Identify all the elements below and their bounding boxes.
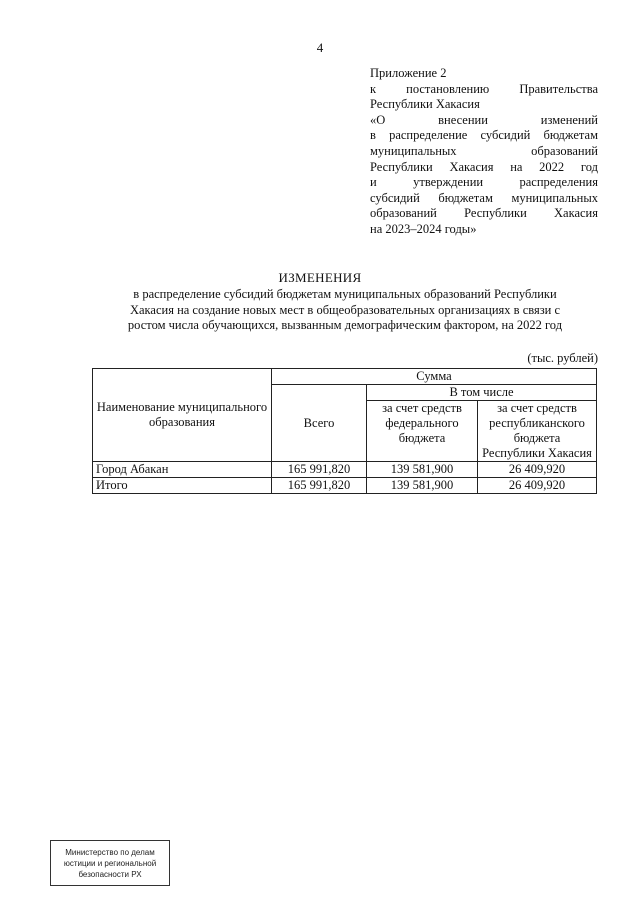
cell-name: Итого	[93, 478, 272, 494]
header-sum: Сумма	[272, 369, 597, 385]
appendix-line: образований Республики Хакасия	[370, 206, 598, 221]
appendix-line: муниципальных образований	[370, 143, 598, 158]
table-row	[93, 462, 597, 478]
appendix-line: Республики Хакасия на 2022 год	[370, 159, 598, 174]
appendix-line: и утверждении распределения	[370, 175, 598, 190]
header-federal: за счет средств федерального бюджета	[367, 401, 478, 462]
subtitle-line: в распределение субсидий бюджетам муниципальных образований Республики	[133, 287, 557, 301]
subtitle-line: ростом числа обучающихся, вызванным демографическим фактором, на 2022 год	[127, 318, 563, 332]
subsidy-table	[92, 368, 597, 494]
page-number: 4	[316, 40, 324, 55]
appendix-line: в распределение субсидий бюджетам	[370, 128, 598, 143]
header-republic: за счет средств республиканского бюджета Республики Хакасия	[478, 401, 597, 462]
units-label: (тыс. рублей)	[527, 351, 598, 365]
cell-total: 165 991,820	[272, 478, 367, 494]
cell-total: 165 991,820	[272, 462, 367, 478]
stamp-line: Министерство по делам	[65, 847, 155, 857]
appendix-line: субсидий бюджетам муниципальных	[370, 190, 598, 205]
cell-federal: 139 581,900	[367, 462, 478, 478]
registration-stamp	[50, 840, 170, 886]
stamp-line: юстиции и региональной	[63, 858, 157, 868]
stamp-line: безопасности РХ	[78, 869, 142, 879]
header-name: Наименование муниципального образования	[93, 369, 272, 462]
table-row	[93, 478, 597, 494]
appendix-block	[370, 66, 598, 238]
cell-federal: 139 581,900	[367, 478, 478, 494]
document-subtitle	[90, 287, 600, 334]
appendix-line: Республики Хакасия	[370, 97, 480, 112]
header-total: Всего	[272, 385, 367, 462]
appendix-line: на 2023–2024 годы»	[370, 221, 477, 236]
appendix-line: Приложение 2	[370, 66, 447, 80]
header-row	[93, 369, 597, 385]
subtitle-line: Хакасия на создание новых мест в общеобразовательных организациях в связи с	[129, 302, 561, 317]
cell-name: Город Абакан	[93, 462, 272, 478]
header-including: В том числе	[367, 385, 597, 401]
cell-republic: 26 409,920	[478, 462, 597, 478]
cell-republic: 26 409,920	[478, 478, 597, 494]
appendix-line: «О внесении изменений	[370, 112, 598, 127]
document-title: ИЗМЕНЕНИЯ	[278, 270, 362, 285]
appendix-line: к постановлению Правительства	[370, 81, 598, 96]
